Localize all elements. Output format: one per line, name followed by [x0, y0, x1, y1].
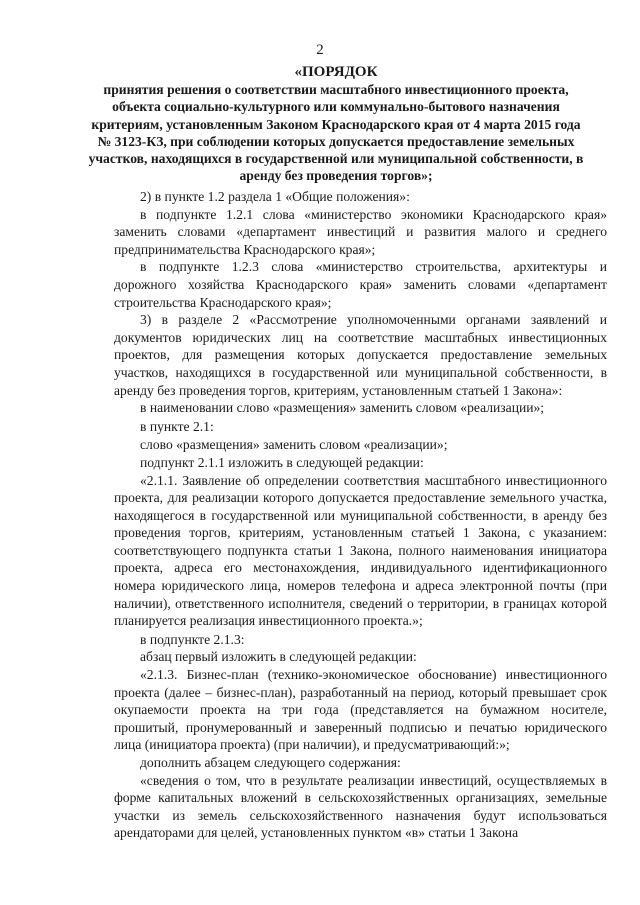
paragraph-4: 3) в разделе 2 «Рассмотрение уполномоченными органами заявлений и документов юридических лиц на соответствие масштабных инвестиционных проектов, для размещения которых допускается предоставление земельных участков, находящихся в государственной или муниципальной собственности, в аренду без проведения торгов, критериям, установленным статьей 1 Закона»:	[114, 312, 607, 398]
paragraph-10: в подпункте 2.1.3:	[140, 631, 245, 647]
heading-title: «ПОРЯДОК	[294, 64, 378, 80]
paragraph-1: 2) в пункте 1.2 раздела 1 «Общие положения»:	[140, 189, 410, 204]
document-heading	[84, 64, 588, 184]
document-body	[114, 188, 607, 842]
paragraph-14: «сведения о том, что в результате реализации инвестиций, осуществляемых в форме капитальных вложений в сельскохозяйственных организациях, земельные участки из земель сельскохозяйственного назначения будут использоваться арендаторами для целей, установленных пунктом «в» статьи 1 Закона	[114, 772, 607, 841]
page-number: 2	[316, 42, 324, 58]
paragraph-9: «2.1.1. Заявление об определении соответствия масштабного инвестиционного проекта, для реализации которого допускается предоставление земельного участка, находящегося в государственной или муниципальной собственности, в аренду без проведения торгов, критериям, установленным статьей 1 Закона, с указанием: соответствующего подпункта статьи 1 Закона, полного наименования инициатора проекта, адреса его местонахождения, индивидуального идентификационного номера юридического лица, номеров телефона и адреса электронной почты (при наличии), ответственного исполнителя, сведений о территории, в границах которой планируется реализация инвестиционного проекта.»;	[114, 472, 607, 629]
paragraph-3: в подпункте 1.2.3 слова «министерство строительства, архитектуры и дорожного хозяйства Краснодарского края» заменить словами «департамент строительства Краснодарского края»;	[114, 259, 607, 310]
paragraph-2: в подпункте 1.2.1 слова «министерство экономики Краснодарского края» заменить словами «департамент инвестиций и развития малого и среднего предпринимательства Краснодарского края»;	[114, 206, 607, 257]
heading-subtitle: принятия решения о соответствии масштабного инвестиционного проекта, объекта социально-культурного или коммунально-бытового назначения критериям, установленным Законом Краснодарского края от 4 марта 2015 года № 3123-КЗ, при соблюдении которых допускается предоставление земельных участков, находящихся в государственной или муниципальной собственности, в аренду без проведения торгов»;	[88, 82, 584, 184]
paragraph-6: в пункте 2.1:	[140, 418, 214, 434]
paragraph-8: подпункт 2.1.1 изложить в следующей редакции:	[140, 454, 424, 470]
paragraph-13: дополнить абзацем следующего содержания:	[140, 755, 401, 770]
paragraph-12: «2.1.3. Бизнес-план (технико-экономическое обоснование) инвестиционного проекта (далее – бизнес-план), разработанный на период, который превышает срок окупаемости проекта на три года (представляется на бумажном носителе, прошитый, пронумерованный и заверенный подписью и печатью юридического лица (инициатора проекта) (при наличии), и предусматривающий:»;	[114, 667, 607, 753]
paragraph-5: в наименовании слово «размещения» заменить словом «реализации»;	[140, 400, 545, 416]
paragraph-7: слово «размещения» заменить словом «реализации»;	[140, 437, 448, 453]
paragraph-11: абзац первый изложить в следующей редакции:	[140, 649, 417, 665]
